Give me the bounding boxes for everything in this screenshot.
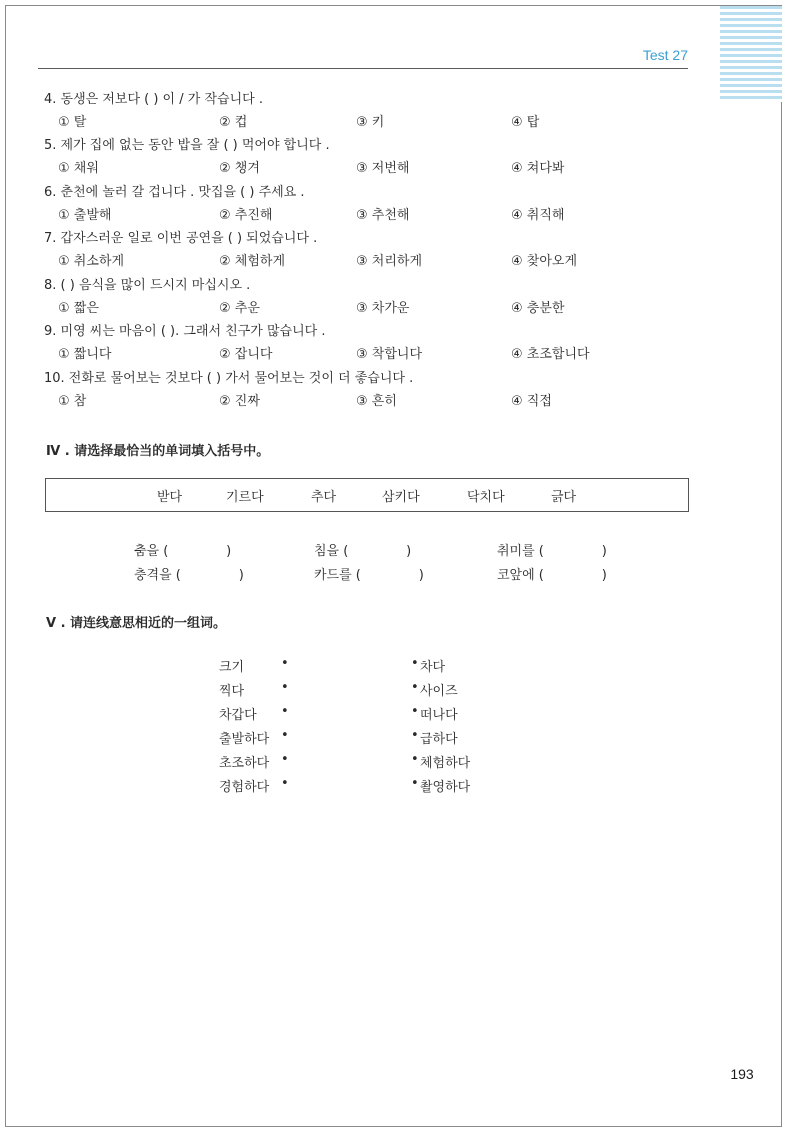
fill-blank-item[interactable]: 충격을 ( )	[134, 568, 244, 583]
q4-option-3[interactable]: ③ 키	[356, 115, 385, 130]
fill-blank-item[interactable]: 카드를 ( )	[314, 568, 424, 583]
match-right-item: 체험하다	[420, 756, 471, 771]
q8-option-1[interactable]: ① 짧은	[58, 301, 99, 316]
q10-option-3[interactable]: ③ 흔히	[356, 394, 397, 409]
q7-option-2[interactable]: ② 체험하게	[219, 254, 286, 269]
match-left-item: 크기	[219, 660, 245, 675]
q5-option-3[interactable]: ③ 저번해	[356, 161, 410, 176]
q5-option-1[interactable]: ① 채워	[58, 161, 99, 176]
q8-option-2[interactable]: ② 추운	[219, 301, 260, 316]
q7-option-4[interactable]: ④ 찾아오게	[511, 254, 578, 269]
question-4: 4. 동생은 저보다 ( ) 이 / 가 작습니다 .	[44, 92, 263, 107]
q7-option-3[interactable]: ③ 처리하게	[356, 254, 423, 269]
match-left-dot[interactable]: •	[281, 776, 289, 791]
fill-blank-item[interactable]: 코앞에 ( )	[497, 568, 607, 583]
match-left-item: 출발하다	[219, 732, 270, 747]
q5-option-2[interactable]: ② 챙겨	[219, 161, 260, 176]
corner-stripes-decoration	[720, 6, 782, 102]
word-bank-word: 닥치다	[467, 490, 505, 505]
q6-option-1[interactable]: ① 출발해	[58, 208, 112, 223]
match-left-dot[interactable]: •	[281, 728, 289, 743]
match-left-item: 찍다	[219, 684, 245, 699]
q9-option-1[interactable]: ① 짧니다	[58, 347, 112, 362]
word-bank-word: 삼키다	[382, 490, 420, 505]
match-right-dot[interactable]: •	[411, 656, 419, 671]
word-bank-word: 기르다	[226, 490, 264, 505]
q8-option-3[interactable]: ③ 차가운	[356, 301, 410, 316]
match-right-dot[interactable]: •	[411, 704, 419, 719]
header-rule	[38, 68, 688, 69]
q10-option-2[interactable]: ② 진짜	[219, 394, 260, 409]
question-5: 5. 제가 집에 없는 동안 밥을 잘 ( ) 먹어야 합니다 .	[44, 138, 330, 153]
q9-option-3[interactable]: ③ 착합니다	[356, 347, 423, 362]
match-right-item: 급하다	[420, 732, 458, 747]
q6-option-2[interactable]: ② 추진해	[219, 208, 273, 223]
match-left-item: 초조하다	[219, 756, 270, 771]
match-right-item: 사이즈	[420, 684, 458, 699]
question-10: 10. 전화로 물어보는 것보다 ( ) 가서 물어보는 것이 더 좋습니다 .	[44, 371, 414, 386]
q4-option-2[interactable]: ② 컵	[219, 115, 248, 130]
match-right-dot[interactable]: •	[411, 752, 419, 767]
q6-option-4[interactable]: ④ 취직해	[511, 208, 565, 223]
match-left-item: 차갑다	[219, 708, 257, 723]
q5-option-4[interactable]: ④ 쳐다봐	[511, 161, 565, 176]
fill-blank-item[interactable]: 춤을 ( )	[134, 544, 232, 559]
match-right-dot[interactable]: •	[411, 680, 419, 695]
fill-blank-item[interactable]: 취미를 ( )	[497, 544, 607, 559]
q7-option-1[interactable]: ① 취소하게	[58, 254, 125, 269]
match-right-dot[interactable]: •	[411, 728, 419, 743]
match-left-dot[interactable]: •	[281, 656, 289, 671]
word-bank-word: 추다	[311, 490, 337, 505]
match-right-item: 차다	[420, 660, 446, 675]
fill-blank-item[interactable]: 침을 ( )	[314, 544, 412, 559]
match-right-item: 떠나다	[420, 708, 458, 723]
section-4-title: Ⅳ . 请选择最恰当的单词填入括号中。	[46, 444, 270, 459]
question-7: 7. 갑자스러운 일로 이번 공연을 ( ) 되었습니다 .	[44, 231, 318, 246]
section-5-title: Ⅴ . 请连线意思相近的一组词。	[46, 616, 227, 631]
word-bank-word: 긁다	[551, 490, 577, 505]
q4-option-4[interactable]: ④ 탑	[511, 115, 540, 130]
q9-option-2[interactable]: ② 잡니다	[219, 347, 273, 362]
q8-option-4[interactable]: ④ 충분한	[511, 301, 565, 316]
q10-option-1[interactable]: ① 참	[58, 394, 87, 409]
question-8: 8. ( ) 음식을 많이 드시지 마십시오 .	[44, 278, 251, 293]
q10-option-4[interactable]: ④ 직접	[511, 394, 552, 409]
question-6: 6. 춘천에 놀러 갈 겁니다 . 맛집을 ( ) 주세요 .	[44, 185, 305, 200]
match-left-dot[interactable]: •	[281, 752, 289, 767]
page-number: 193	[730, 1066, 754, 1082]
test-label: Test 27	[642, 47, 688, 63]
match-left-dot[interactable]: •	[281, 704, 289, 719]
word-bank-word: 받다	[157, 490, 183, 505]
q9-option-4[interactable]: ④ 초조합니다	[511, 347, 590, 362]
q4-option-1[interactable]: ① 탈	[58, 115, 87, 130]
word-bank-box	[45, 478, 689, 512]
match-left-dot[interactable]: •	[281, 680, 289, 695]
match-right-item: 촬영하다	[420, 780, 471, 795]
match-right-dot[interactable]: •	[411, 776, 419, 791]
question-9: 9. 미영 씨는 마음이 ( ). 그래서 친구가 많습니다 .	[44, 324, 326, 339]
q6-option-3[interactable]: ③ 추천해	[356, 208, 410, 223]
match-left-item: 경험하다	[219, 780, 270, 795]
